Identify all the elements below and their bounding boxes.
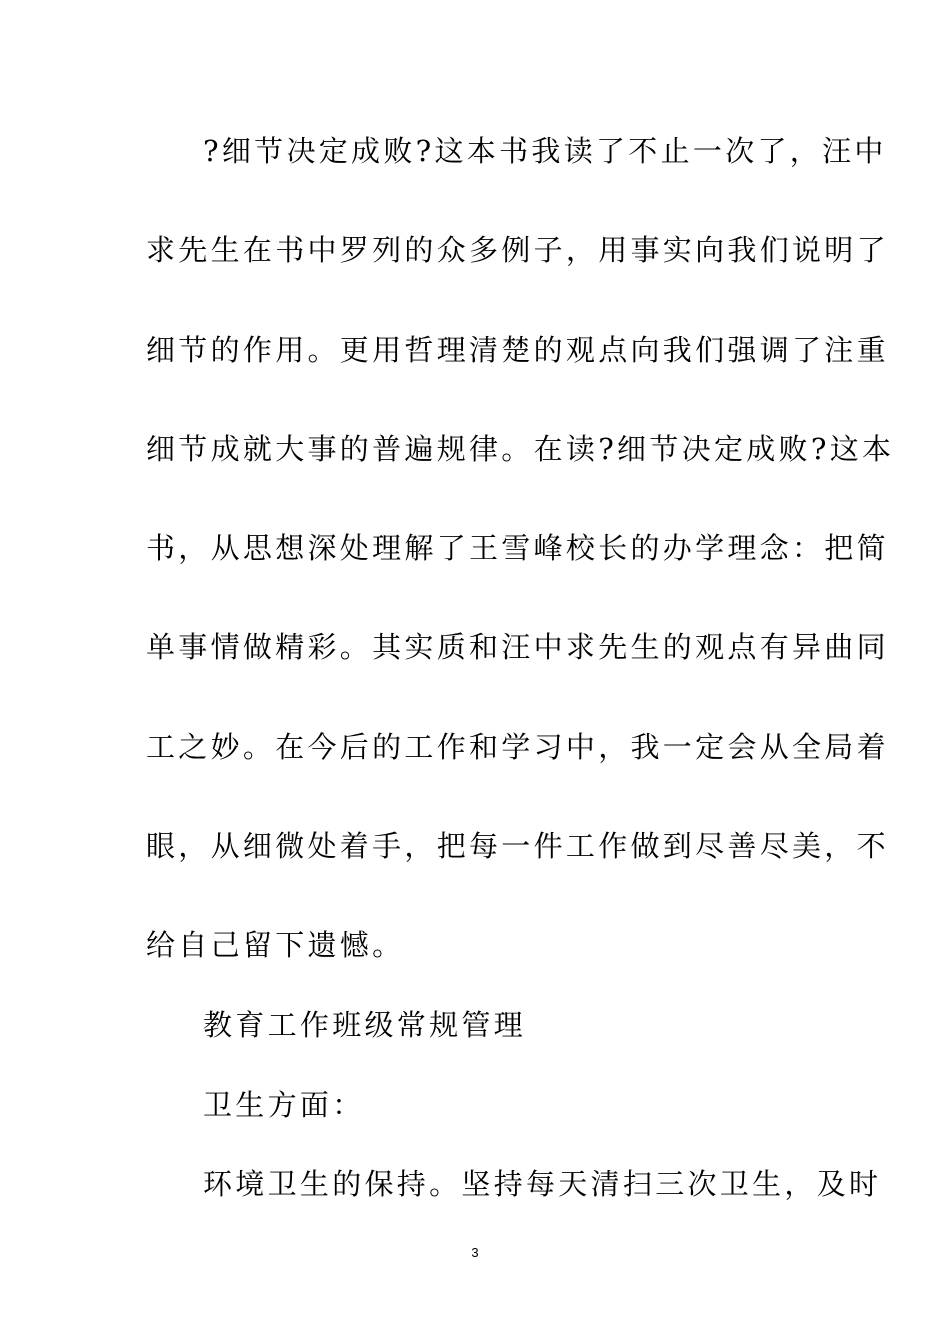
subsection-heading: 卫生方面： (203, 1088, 365, 1122)
page-number: 3 (471, 1245, 479, 1260)
paragraph-line: 单事情做精彩。其实质和汪中求先生的观点有异曲同 (146, 630, 889, 664)
paragraph-line: 给自己留下遗憾。 (146, 928, 405, 962)
paragraph-line: 细节成就大事的普遍规律。在读?细节决定成败?这本 (146, 432, 895, 466)
paragraph-line: 环境卫生的保持。坚持每天清扫三次卫生，及时 (203, 1167, 882, 1201)
paragraph-line: ?细节决定成败?这本书我读了不止一次了，汪中 (203, 134, 887, 168)
paragraph-line: 眼，从细微处着手，把每一件工作做到尽善尽美，不 (146, 829, 889, 863)
paragraph-line: 工之妙。在今后的工作和学习中，我一定会从全局着 (146, 730, 889, 764)
paragraph-line: 书，从思想深处理解了王雪峰校长的办学理念：把简 (146, 531, 889, 565)
section-heading: 教育工作班级常规管理 (203, 1008, 527, 1042)
paragraph-line: 细节的作用。更用哲理清楚的观点向我们强调了注重 (146, 333, 889, 367)
paragraph-line: 求先生在书中罗列的众多例子，用事实向我们说明了 (146, 233, 889, 267)
